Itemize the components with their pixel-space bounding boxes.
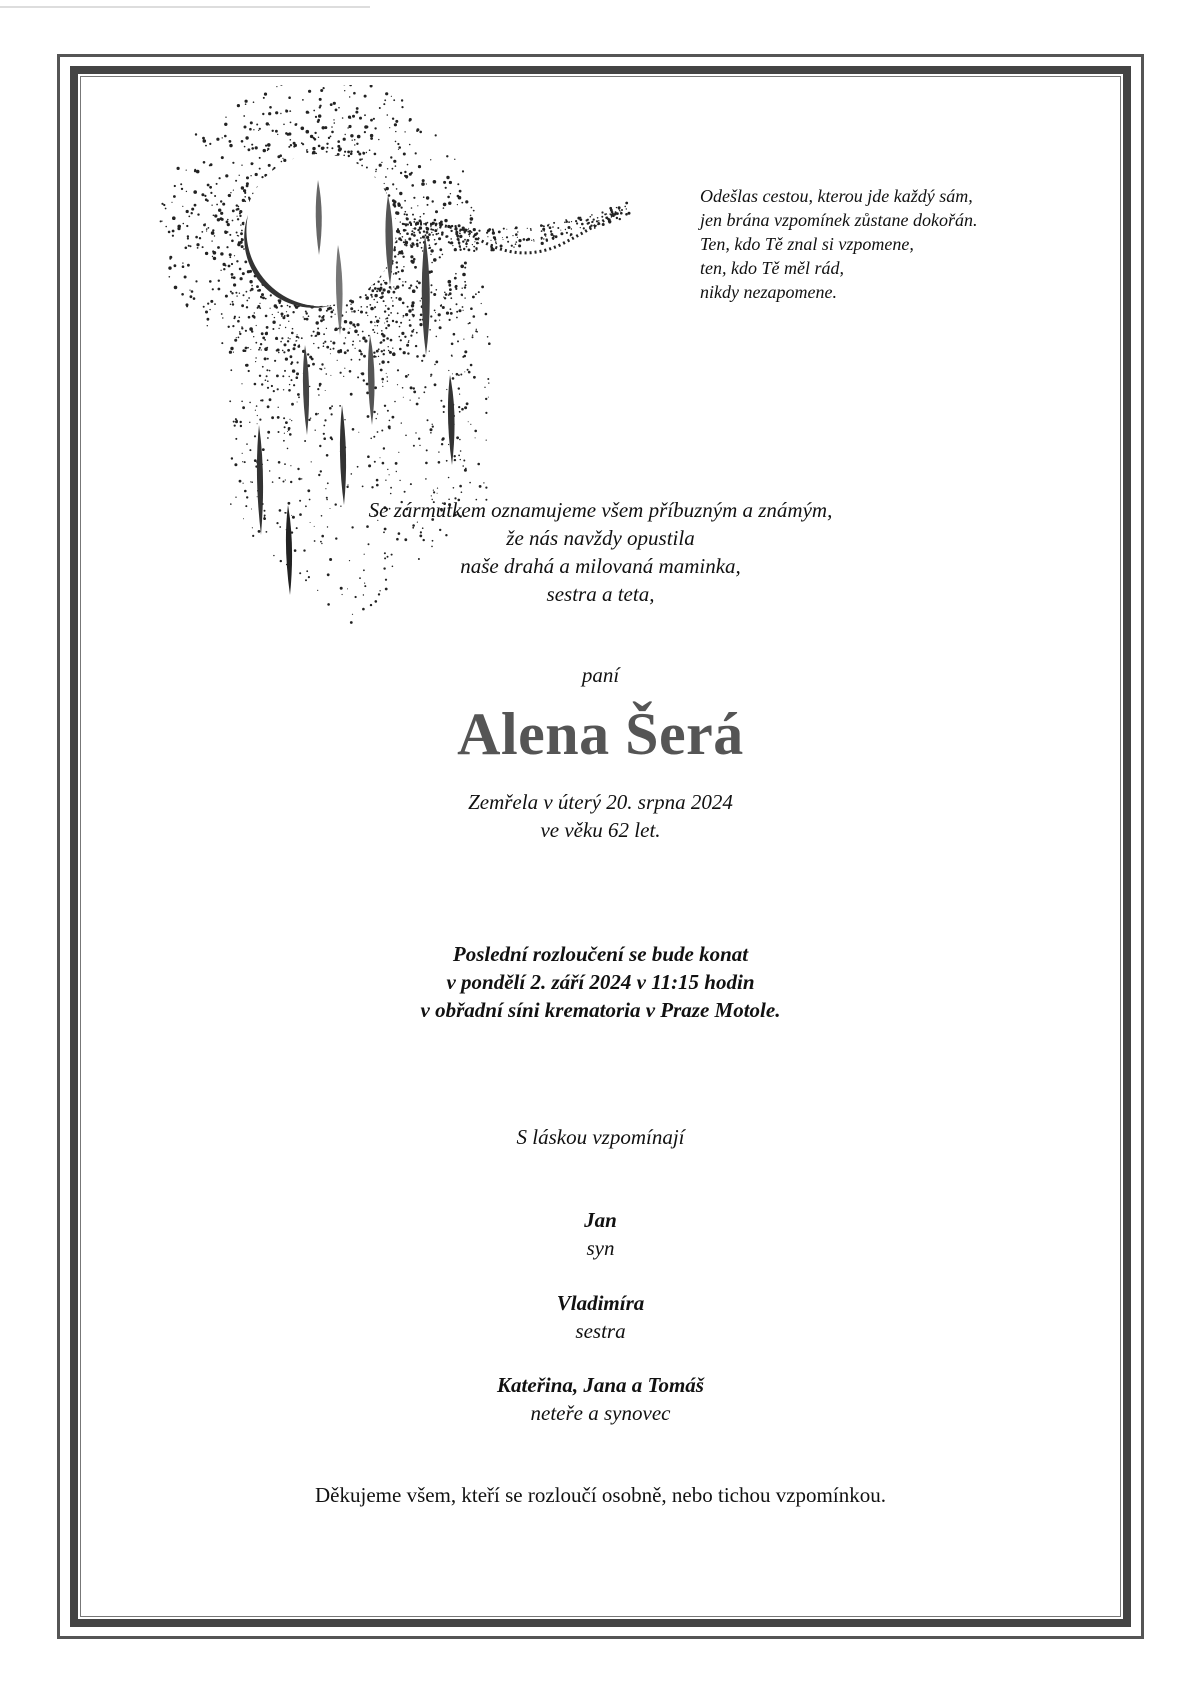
thanks-line: Děkujeme všem, kteří se rozloučí osobně, nebo tichou vzpomínkou. (315, 1483, 886, 1507)
funeral-info (80, 940, 1121, 1024)
death-age: ve věku 62 let. (540, 818, 661, 842)
drop-6 (303, 345, 309, 435)
funeral-line: v pondělí 2. září 2024 v 11:15 hodin (446, 970, 755, 994)
scan-edge-line (0, 6, 370, 8)
mourner-relation: syn (586, 1236, 615, 1260)
title-prefix: paní (581, 663, 620, 687)
intro-line: naše drahá a milovaná maminka, (460, 554, 741, 578)
mourner-entry (80, 1371, 1121, 1427)
poem-line: ten, kdo Tě měl rád, (700, 258, 844, 278)
intro-line: Se zármutkem oznamujeme všem příbuzným a známým, (368, 498, 833, 522)
death-date: Zemřela v úterý 20. srpna 2024 (468, 790, 733, 814)
deceased-name: Alena Šerá (457, 701, 744, 767)
poem-line: Ten, kdo Tě znal si vzpomene, (700, 234, 914, 254)
poem-line: Odešlas cestou, kterou jde každý sám, (700, 186, 973, 206)
poem-line: jen brána vzpomínek zůstane dokořán. (700, 210, 978, 230)
mourner-relation: neteře a synovec (530, 1401, 671, 1425)
memory-line: S láskou vzpomínají (516, 1125, 685, 1149)
drop-4 (422, 235, 430, 355)
drop-7 (448, 375, 455, 465)
poem (700, 184, 1120, 304)
mourner-name: Vladimíra (556, 1291, 645, 1315)
mourner-name: Jan (584, 1208, 617, 1232)
death-info (80, 788, 1121, 844)
mourner-entry (80, 1206, 1121, 1262)
announcement-intro (80, 496, 1121, 608)
poem-line: nikdy nezapomene. (700, 282, 837, 302)
intro-line: sestra a teta, (546, 582, 655, 606)
mourner-name: Kateřina, Jana a Tomáš (497, 1373, 704, 1397)
funeral-line: v obřadní síni krematoria v Praze Motole. (420, 998, 781, 1022)
mourner-relation: sestra (575, 1319, 626, 1343)
mourner-entry (80, 1289, 1121, 1345)
intro-line: že nás navždy opustila (506, 526, 695, 550)
funeral-line: Poslední rozloučení se bude konat (452, 942, 749, 966)
